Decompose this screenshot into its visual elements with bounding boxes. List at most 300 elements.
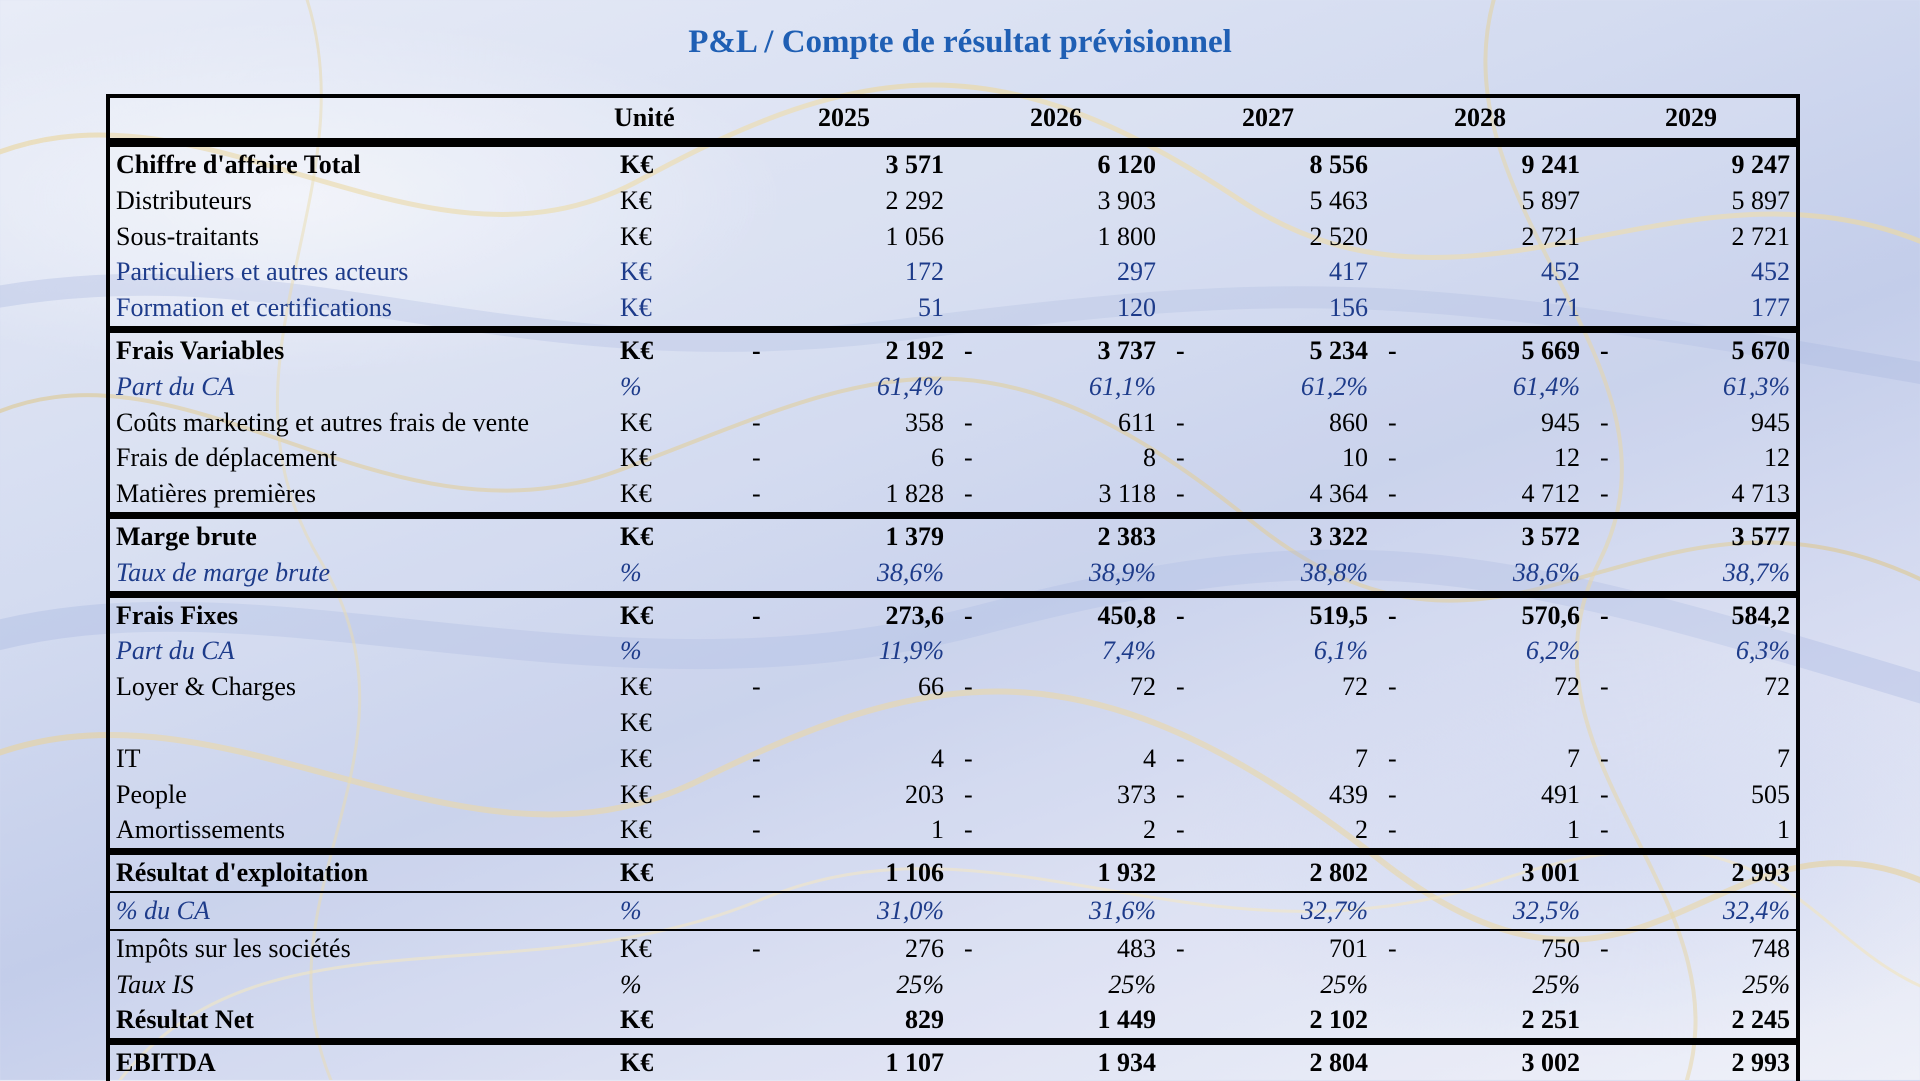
- row-unit: K€: [620, 185, 652, 215]
- row-unit: %: [620, 895, 642, 925]
- value-cell: [1586, 476, 1798, 515]
- value-cell: [1162, 405, 1374, 441]
- negative-sign: -: [1176, 779, 1185, 809]
- negative-sign: -: [1176, 443, 1185, 473]
- negative-sign: -: [752, 743, 761, 773]
- row-label: [108, 705, 608, 741]
- value-cell: [738, 741, 950, 777]
- value-text: 570,6: [1521, 600, 1580, 630]
- value-cell: [1162, 329, 1374, 368]
- value-text: 25%: [1532, 969, 1580, 999]
- negative-sign: -: [1388, 479, 1397, 509]
- row-label: Taux de marge brute: [116, 557, 331, 587]
- row-unit: K€: [620, 335, 654, 365]
- row-unit: K€: [620, 443, 652, 473]
- value-cell: [950, 594, 1162, 633]
- value-text: 61,4%: [876, 371, 944, 401]
- value-text: 172: [905, 257, 944, 287]
- value-cell: [1374, 515, 1586, 554]
- value-cell: [738, 329, 950, 368]
- value-text: 38,8%: [1300, 557, 1368, 587]
- value-cell: [1374, 930, 1586, 967]
- value-cell: [1586, 892, 1798, 930]
- value-text: 8: [1143, 443, 1156, 473]
- value-cell: [738, 777, 950, 813]
- table-row: [108, 741, 1798, 777]
- value-text: 3 571: [885, 150, 944, 179]
- value-cell: [1586, 515, 1798, 554]
- value-cell: [1586, 440, 1798, 476]
- value-cell: [1374, 476, 1586, 515]
- row-label: Taux IS: [116, 969, 194, 999]
- value-text: 7: [1567, 743, 1580, 773]
- value-text: 12: [1554, 443, 1580, 473]
- value-text: 1 056: [885, 221, 944, 251]
- negative-sign: -: [1176, 479, 1185, 509]
- value-text: 61,3%: [1722, 371, 1790, 401]
- value-cell: [1374, 219, 1586, 255]
- value-cell: [1374, 705, 1586, 741]
- value-cell: [1162, 852, 1374, 892]
- value-text: 25%: [896, 969, 944, 999]
- value-cell: [1374, 852, 1586, 892]
- negative-sign: -: [1600, 743, 1609, 773]
- value-text: 4 713: [1731, 479, 1790, 509]
- value-cell: [738, 812, 950, 851]
- value-cell: [738, 594, 950, 633]
- value-cell: [1374, 892, 1586, 930]
- negative-sign: -: [964, 600, 973, 630]
- row-label: Matières premières: [116, 479, 316, 509]
- value-text: 25%: [1742, 969, 1790, 999]
- value-cell: [1586, 594, 1798, 633]
- row-label: % du CA: [116, 895, 210, 925]
- value-text: 32,7%: [1300, 895, 1368, 925]
- pl-table-body: [108, 143, 1798, 1081]
- negative-sign: -: [1388, 779, 1397, 809]
- negative-sign: -: [1176, 672, 1185, 702]
- value-text: 120: [1117, 293, 1156, 323]
- negative-sign: -: [964, 779, 973, 809]
- value-text: 1 449: [1097, 1005, 1156, 1035]
- value-text: 61,2%: [1300, 371, 1368, 401]
- value-cell: [950, 219, 1162, 255]
- value-text: 1: [931, 815, 944, 845]
- table-row: [108, 892, 1798, 930]
- value-cell: [1586, 329, 1798, 368]
- table-row: [108, 219, 1798, 255]
- row-unit: K€: [620, 1005, 654, 1035]
- value-cell: [738, 705, 950, 741]
- value-cell: [738, 476, 950, 515]
- row-label: Part du CA: [116, 636, 235, 666]
- value-cell: [1162, 143, 1374, 183]
- value-text: 9 247: [1731, 150, 1790, 179]
- value-cell: [1162, 594, 1374, 633]
- value-cell: [950, 892, 1162, 930]
- value-text: 7,4%: [1101, 636, 1156, 666]
- table-row: [108, 1042, 1798, 1081]
- value-text: 2 993: [1731, 858, 1790, 888]
- value-cell: [1586, 705, 1798, 741]
- value-cell: [950, 476, 1162, 515]
- pl-table: [106, 94, 1800, 1081]
- value-cell: [950, 440, 1162, 476]
- value-text: 4 712: [1521, 479, 1580, 509]
- value-cell: [1162, 967, 1374, 1003]
- value-text: 1 932: [1097, 858, 1156, 888]
- value-cell: [1374, 143, 1586, 183]
- value-text: 2 192: [885, 335, 944, 365]
- row-unit: K€: [620, 779, 652, 809]
- value-cell: [1586, 143, 1798, 183]
- value-text: 491: [1541, 779, 1580, 809]
- negative-sign: -: [1176, 933, 1185, 963]
- value-text: 1: [1567, 815, 1580, 845]
- value-cell: [738, 892, 950, 930]
- row-unit: K€: [620, 743, 652, 773]
- value-cell: [950, 1002, 1162, 1041]
- header-unit: Unité: [614, 103, 675, 132]
- value-text: 6,1%: [1313, 636, 1368, 666]
- row-label: Chiffre d'affaire Total: [116, 150, 361, 179]
- table-row: [108, 405, 1798, 441]
- negative-sign: -: [1176, 407, 1185, 437]
- row-unit: %: [620, 636, 642, 666]
- value-text: 72: [1554, 672, 1580, 702]
- value-cell: [1162, 777, 1374, 813]
- value-cell: [738, 143, 950, 183]
- value-cell: [950, 669, 1162, 705]
- negative-sign: -: [964, 407, 973, 437]
- negative-sign: -: [752, 600, 761, 630]
- row-label: Marge brute: [116, 521, 257, 551]
- value-text: 750: [1541, 933, 1580, 963]
- value-cell: [950, 369, 1162, 405]
- table-row: [108, 594, 1798, 633]
- negative-sign: -: [752, 933, 761, 963]
- negative-sign: -: [752, 335, 761, 365]
- negative-sign: -: [1600, 933, 1609, 963]
- negative-sign: -: [964, 479, 973, 509]
- value-text: 4: [931, 743, 944, 773]
- value-text: 3 737: [1097, 335, 1156, 365]
- value-text: 38,7%: [1722, 557, 1790, 587]
- value-cell: [1162, 930, 1374, 967]
- value-cell: [950, 405, 1162, 441]
- negative-sign: -: [964, 743, 973, 773]
- value-cell: [1374, 669, 1586, 705]
- value-cell: [1374, 290, 1586, 329]
- negative-sign: -: [964, 815, 973, 845]
- row-unit: K€: [620, 707, 652, 737]
- value-text: 373: [1117, 779, 1156, 809]
- row-label: People: [116, 779, 187, 809]
- value-text: 2: [1143, 815, 1156, 845]
- value-text: 3 118: [1098, 479, 1156, 509]
- value-cell: [1162, 515, 1374, 554]
- value-cell: [738, 405, 950, 441]
- negative-sign: -: [752, 443, 761, 473]
- value-text: 945: [1751, 407, 1790, 437]
- row-label: Amortissements: [116, 815, 285, 845]
- value-text: 4: [1143, 743, 1156, 773]
- value-text: 2: [1355, 815, 1368, 845]
- table-row: [108, 515, 1798, 554]
- value-text: 450,8: [1097, 600, 1156, 630]
- value-text: 171: [1541, 293, 1580, 323]
- table-row: [108, 476, 1798, 515]
- value-cell: [738, 633, 950, 669]
- table-row: [108, 1002, 1798, 1041]
- value-text: 61,1%: [1088, 371, 1156, 401]
- negative-sign: -: [1176, 335, 1185, 365]
- header-year: 2028: [1454, 103, 1506, 132]
- row-label: Frais Fixes: [116, 600, 239, 630]
- value-text: 7: [1777, 743, 1790, 773]
- row-label: Coûts marketing et autres frais de vente: [116, 407, 529, 437]
- value-cell: [738, 183, 950, 219]
- negative-sign: -: [752, 672, 761, 702]
- value-cell: [1374, 777, 1586, 813]
- value-text: 38,6%: [876, 557, 944, 587]
- value-text: 701: [1329, 933, 1368, 963]
- value-text: 1 934: [1097, 1048, 1156, 1078]
- negative-sign: -: [1600, 407, 1609, 437]
- value-cell: [950, 143, 1162, 183]
- value-text: 584,2: [1731, 600, 1790, 630]
- value-text: 7: [1355, 743, 1368, 773]
- row-unit: K€: [620, 1048, 654, 1078]
- value-cell: [738, 669, 950, 705]
- value-text: 4 364: [1309, 479, 1368, 509]
- value-text: 6: [931, 443, 944, 473]
- value-cell: [1586, 219, 1798, 255]
- value-cell: [1162, 555, 1374, 594]
- page-title: P&L / Compte de résultat prévisionnel: [688, 24, 1232, 60]
- value-text: 1 379: [885, 521, 944, 551]
- value-text: 10: [1342, 443, 1368, 473]
- value-cell: [738, 555, 950, 594]
- value-text: 51: [918, 293, 944, 323]
- row-label: Formation et certifications: [116, 293, 392, 323]
- value-cell: [1162, 183, 1374, 219]
- value-cell: [1162, 812, 1374, 851]
- value-text: 2 804: [1309, 1048, 1368, 1078]
- value-cell: [950, 967, 1162, 1003]
- value-cell: [1586, 405, 1798, 441]
- value-cell: [1162, 290, 1374, 329]
- value-cell: [1162, 254, 1374, 290]
- table-row: [108, 633, 1798, 669]
- header-year: 2026: [1030, 103, 1082, 132]
- row-label: Frais Variables: [116, 335, 285, 365]
- negative-sign: -: [1388, 600, 1397, 630]
- table-row: [108, 967, 1798, 1003]
- value-cell: [738, 515, 950, 554]
- value-text: 2 245: [1731, 1005, 1790, 1035]
- negative-sign: -: [752, 407, 761, 437]
- value-text: 2 721: [1731, 221, 1790, 251]
- value-text: 72: [1130, 672, 1156, 702]
- value-text: 156: [1329, 293, 1368, 323]
- value-text: 8 556: [1309, 150, 1368, 179]
- table-row: [108, 369, 1798, 405]
- table-row: [108, 930, 1798, 967]
- value-text: 417: [1329, 257, 1368, 287]
- value-cell: [950, 812, 1162, 851]
- value-text: 32,5%: [1512, 895, 1580, 925]
- value-cell: [1586, 254, 1798, 290]
- value-cell: [1162, 669, 1374, 705]
- negative-sign: -: [1176, 600, 1185, 630]
- value-cell: [950, 290, 1162, 329]
- value-text: 5 897: [1731, 185, 1790, 215]
- value-text: 5 463: [1309, 185, 1368, 215]
- value-cell: [1374, 369, 1586, 405]
- negative-sign: -: [1388, 672, 1397, 702]
- value-cell: [1586, 1002, 1798, 1041]
- value-text: 31,6%: [1088, 895, 1156, 925]
- table-row: [108, 669, 1798, 705]
- row-label: Loyer & Charges: [116, 672, 297, 702]
- value-cell: [1162, 741, 1374, 777]
- value-text: 61,4%: [1512, 371, 1580, 401]
- value-cell: [1586, 852, 1798, 892]
- row-label: Particuliers et autres acteurs: [116, 257, 409, 287]
- value-cell: [1162, 369, 1374, 405]
- negative-sign: -: [1600, 335, 1609, 365]
- value-text: 25%: [1320, 969, 1368, 999]
- row-label: Résultat Net: [116, 1005, 254, 1035]
- value-text: 31,0%: [876, 895, 944, 925]
- value-text: 358: [905, 407, 944, 437]
- value-cell: [738, 1002, 950, 1041]
- value-cell: [950, 515, 1162, 554]
- value-cell: [1586, 183, 1798, 219]
- negative-sign: -: [1600, 479, 1609, 509]
- row-label: Sous-traitants: [116, 221, 259, 251]
- value-cell: [950, 1042, 1162, 1081]
- row-unit: K€: [620, 407, 652, 437]
- negative-sign: -: [964, 933, 973, 963]
- negative-sign: -: [1600, 779, 1609, 809]
- value-cell: [950, 329, 1162, 368]
- row-label: Distributeurs: [116, 185, 252, 215]
- value-cell: [1374, 440, 1586, 476]
- value-text: 1 106: [885, 858, 944, 888]
- table-row: [108, 440, 1798, 476]
- row-unit: %: [620, 557, 642, 587]
- table-row: [108, 254, 1798, 290]
- value-cell: [950, 555, 1162, 594]
- value-cell: [1374, 633, 1586, 669]
- value-text: 1: [1777, 815, 1790, 845]
- value-cell: [1586, 967, 1798, 1003]
- value-cell: [1586, 741, 1798, 777]
- value-text: 2 102: [1309, 1005, 1368, 1035]
- negative-sign: -: [1600, 815, 1609, 845]
- value-cell: [738, 219, 950, 255]
- value-cell: [1374, 555, 1586, 594]
- negative-sign: -: [1388, 443, 1397, 473]
- value-cell: [1162, 476, 1374, 515]
- value-text: 505: [1751, 779, 1790, 809]
- value-cell: [738, 440, 950, 476]
- row-unit: K€: [620, 293, 652, 323]
- negative-sign: -: [1600, 672, 1609, 702]
- value-text: 452: [1541, 257, 1580, 287]
- value-cell: [1374, 1042, 1586, 1081]
- value-cell: [950, 633, 1162, 669]
- value-cell: [1162, 1002, 1374, 1041]
- value-text: 2 383: [1097, 521, 1156, 551]
- value-cell: [1374, 329, 1586, 368]
- row-unit: K€: [620, 257, 652, 287]
- row-label: Résultat d'exploitation: [116, 858, 369, 888]
- table-row: [108, 812, 1798, 851]
- row-unit: K€: [620, 150, 654, 179]
- value-cell: [738, 967, 950, 1003]
- value-cell: [1586, 555, 1798, 594]
- table-row: [108, 183, 1798, 219]
- value-cell: [950, 183, 1162, 219]
- value-cell: [1162, 440, 1374, 476]
- value-text: 11,9%: [878, 636, 944, 666]
- value-cell: [1374, 812, 1586, 851]
- value-text: 519,5: [1309, 600, 1368, 630]
- value-text: 945: [1541, 407, 1580, 437]
- value-text: 3 903: [1097, 185, 1156, 215]
- value-text: 6,3%: [1735, 636, 1790, 666]
- row-unit: K€: [620, 600, 654, 630]
- value-text: 3 577: [1731, 521, 1790, 551]
- value-text: 2 292: [885, 185, 944, 215]
- value-cell: [738, 369, 950, 405]
- value-cell: [1586, 290, 1798, 329]
- value-text: 38,6%: [1512, 557, 1580, 587]
- value-cell: [1374, 1002, 1586, 1041]
- value-cell: [1586, 369, 1798, 405]
- row-unit: K€: [620, 933, 652, 963]
- value-text: 2 721: [1521, 221, 1580, 251]
- negative-sign: -: [752, 779, 761, 809]
- value-cell: [738, 254, 950, 290]
- value-cell: [950, 741, 1162, 777]
- value-cell: [1586, 669, 1798, 705]
- value-text: 25%: [1108, 969, 1156, 999]
- negative-sign: -: [1388, 407, 1397, 437]
- negative-sign: -: [1176, 743, 1185, 773]
- row-unit: K€: [620, 815, 652, 845]
- value-text: 72: [1342, 672, 1368, 702]
- row-label: Frais de déplacement: [116, 443, 337, 473]
- negative-sign: -: [964, 443, 973, 473]
- value-cell: [950, 930, 1162, 967]
- value-cell: [738, 852, 950, 892]
- value-text: 6,2%: [1525, 636, 1580, 666]
- value-text: 276: [905, 933, 944, 963]
- value-text: 72: [1764, 672, 1790, 702]
- value-text: 6 120: [1097, 150, 1156, 179]
- value-text: 748: [1751, 933, 1790, 963]
- negative-sign: -: [1388, 335, 1397, 365]
- value-text: 5 897: [1521, 185, 1580, 215]
- negative-sign: -: [964, 335, 973, 365]
- value-cell: [950, 777, 1162, 813]
- table-row: [108, 705, 1798, 741]
- header-row: [108, 96, 1798, 143]
